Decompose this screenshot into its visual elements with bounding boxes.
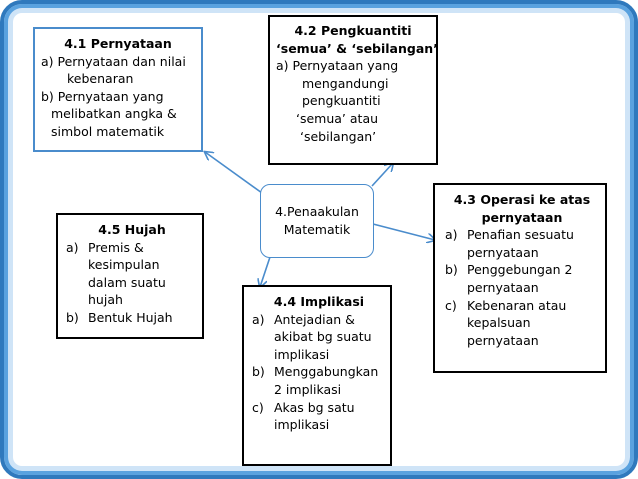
list-line: Bentuk Hujah (88, 309, 173, 325)
box-4-4-list (252, 311, 386, 434)
box-4-2-line: mengandungi (302, 75, 389, 91)
list-line: Antejadian & (274, 311, 355, 327)
list-line: Premis & (88, 239, 144, 255)
list-line: pernyataan (467, 279, 539, 295)
arrow-to-4-2 (372, 163, 393, 186)
list-item (66, 309, 198, 327)
list-marker: a) (445, 227, 458, 243)
box-4-3-operasi (433, 183, 607, 373)
list-marker: b) (66, 309, 79, 325)
list-line: akibat bg suatu (274, 329, 372, 345)
box-4-1-line: a) Pernyataan dan nilai (41, 53, 186, 69)
list-line: implikasi (274, 417, 330, 433)
list-line: Penggebungan 2 (467, 262, 573, 278)
list-item (445, 297, 599, 350)
box-4-3-list (445, 226, 599, 349)
box-4-2-pengkuantiti (268, 15, 438, 165)
list-marker: a) (252, 311, 265, 327)
list-line: pernyataan (467, 244, 539, 260)
list-marker: b) (445, 262, 458, 278)
arrow-to-4-4 (260, 257, 270, 287)
list-line: pernyataan (467, 332, 539, 348)
box-4-3-title: pernyataan (481, 209, 563, 225)
list-item (445, 261, 599, 296)
box-4-1-pernyataan (33, 27, 203, 152)
list-item (252, 363, 386, 398)
list-line: Akas bg satu (274, 399, 355, 415)
box-4-4-title: 4.4 Implikasi (273, 294, 365, 309)
box-4-3-title: 4.3 Operasi ke atas (453, 192, 591, 207)
list-line: hujah (88, 292, 123, 308)
box-4-5-hujah (56, 213, 204, 339)
list-line: 2 implikasi (274, 381, 342, 397)
list-item (252, 399, 386, 434)
list-line: Menggabungkan (274, 364, 379, 380)
box-4-1-title: 4.1 Pernyataan (64, 36, 172, 51)
list-line: implikasi (274, 346, 330, 362)
box-4-5-list (66, 239, 198, 327)
arrow-to-4-3 (373, 224, 435, 240)
list-line: kesimpulan (88, 257, 160, 273)
list-line: kepalsuan (467, 315, 531, 331)
list-item (252, 311, 386, 364)
list-line: Kebenaran atau (467, 297, 567, 313)
list-item (66, 239, 198, 309)
box-4-2-line: ‘sebilangan’ (300, 128, 377, 144)
box-4-1-line: simbol matematik (51, 123, 165, 139)
list-marker: b) (252, 364, 265, 380)
arrow-to-4-1 (205, 152, 262, 193)
box-4-1-line: b) Pernyataan yang (41, 88, 164, 104)
list-marker: c) (445, 297, 457, 313)
list-marker: a) (66, 239, 79, 255)
box-4-5-title: 4.5 Hujah (98, 222, 166, 237)
box-4-2-title: 4.2 Pengkuantiti (294, 23, 412, 38)
box-4-2-line: pengkuantiti (302, 93, 381, 109)
list-marker: c) (252, 399, 264, 415)
box-4-1-line: kebenaran (67, 71, 134, 87)
center-topic (260, 184, 374, 258)
list-line: Penafian sesuatu (467, 227, 574, 243)
box-4-2-line: a) Pernyataan yang (276, 58, 399, 74)
list-line: dalam suatu (88, 274, 166, 290)
center-line: 4.Penaakulan (275, 204, 359, 219)
box-4-1-line: melibatkan angka & (51, 106, 177, 122)
box-4-2-title: ‘semua’ & ‘sebilangan’ (276, 40, 438, 56)
box-4-4-implikasi (242, 285, 392, 466)
list-item (445, 226, 599, 261)
box-4-2-line: ‘semua’ atau (296, 110, 379, 126)
center-line: Matematik (283, 222, 351, 237)
